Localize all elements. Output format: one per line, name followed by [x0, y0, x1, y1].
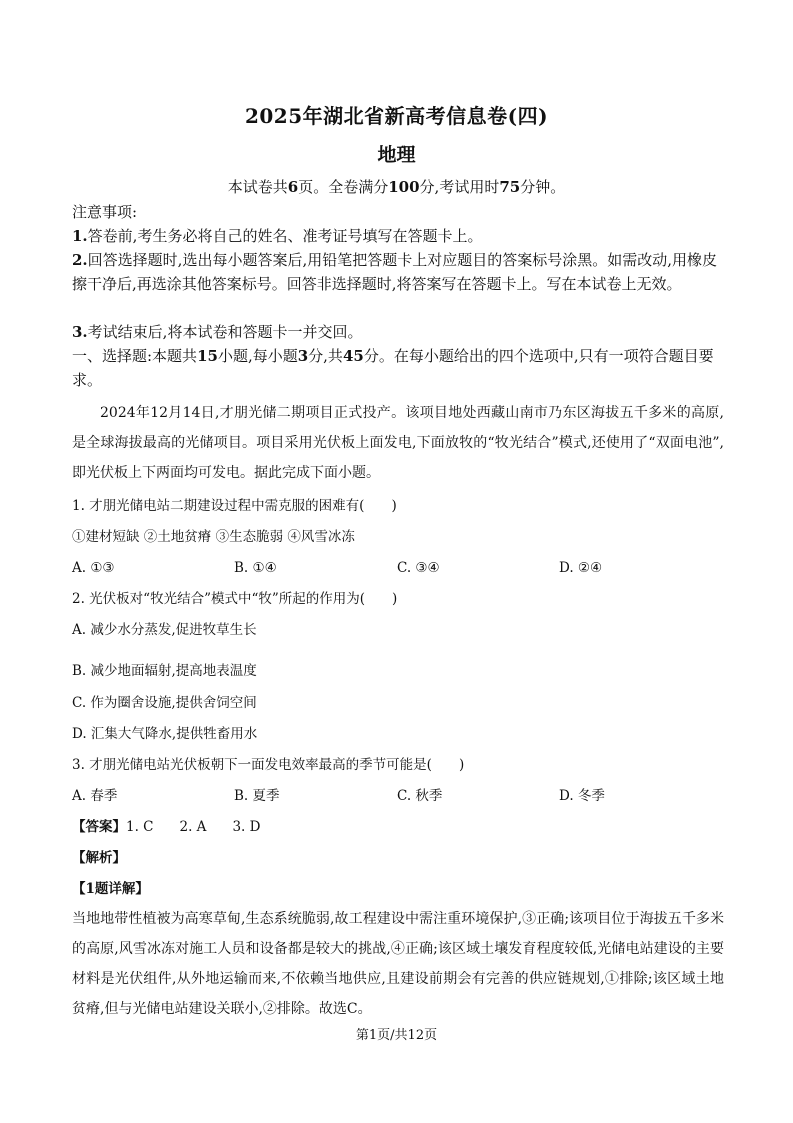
reading-passage: 2024年12月14日,才朋光储二期项目正式投产。该项目地处西藏山南市乃东区海拔五千多米的高原,是全球海拔最高的光储项目。项目采用光伏板上面发电,下面放牧的“牧光结合”模式,还使用了“双面电池”,即光伏板上下两面均可发电。据此完成下面小题。	[72, 405, 724, 481]
answer-item: 1. C	[126, 819, 154, 835]
notice-item-number: 3.	[72, 323, 88, 341]
exam-info-prefix: 本试卷共	[227, 178, 288, 196]
section-mid2: 分,共	[308, 347, 343, 365]
option-row	[72, 786, 724, 806]
exam-info-suffix: 分钟。	[520, 178, 566, 196]
section-prefix: 一、选择题:本题共	[72, 347, 198, 365]
section-suffix: 分。在每小题给出的四个选项中,只有一项符合题目要求。	[72, 347, 714, 389]
option-c: C. ③④	[397, 560, 440, 576]
answer-tag: 【答案】	[72, 819, 126, 835]
option-a: A. 春季	[72, 788, 118, 804]
question-stem: 1. 才朋光储电站二期建设过程中需克服的困难有( )	[72, 498, 397, 514]
section-mid1: 小题,每小题	[217, 347, 298, 365]
notice-item	[72, 248, 722, 296]
option-c: C. 作为圈舍设施,提供舍饲空间	[72, 695, 257, 711]
exam-info-pages: 6	[287, 178, 299, 196]
exam-info-mid1: 页。全卷满分	[298, 178, 389, 196]
question-extra: ①建材短缺 ②土地贫瘠 ③生态脆弱 ④风雪冰冻	[72, 529, 355, 545]
exam-info-mid2: 分,考试用时	[419, 178, 500, 196]
question-stem: 2. 光伏板对“牧光结合”模式中“牧”所起的作用为( )	[72, 591, 398, 607]
detail-title: 【1题详解】	[72, 881, 149, 897]
notice-item-number: 2.	[72, 251, 88, 269]
option-d: D. ②④	[559, 560, 603, 576]
answer-item: 3. D	[232, 819, 261, 835]
section-instruction	[72, 344, 722, 392]
option-d: D. 汇集大气降水,提供牲畜用水	[72, 726, 258, 742]
notice-item	[72, 320, 722, 344]
answer-item: 2. A	[179, 819, 207, 835]
page-footer: 第1页/共12页	[355, 1028, 438, 1043]
section-count: 15	[197, 347, 218, 365]
question-stem: 3. 才朋光储电站光伏板朝下一面发电效率最高的季节可能是( )	[72, 757, 465, 773]
analysis-label: 【解析】	[72, 850, 126, 866]
option-b: B. 减少地面辐射,提高地表温度	[72, 663, 257, 679]
option-a: A. ①③	[72, 560, 115, 576]
subject-title: 地理	[377, 144, 416, 166]
option-c: C. 秋季	[397, 788, 443, 804]
answer-row	[72, 817, 286, 837]
exam-title: 2025年湖北省新高考信息卷(四)	[244, 104, 549, 128]
notice-item-text: 答卷前,考生务必将自己的姓名、准考证号填写在答题卡上。	[87, 227, 483, 245]
notice-heading: 注意事项:	[72, 203, 138, 221]
section-each-score: 3	[297, 347, 309, 365]
exam-info	[0, 176, 793, 197]
option-b: B. ①④	[234, 560, 277, 576]
detail-body: 当地地带性植被为高寒草甸,生态系统脆弱,故工程建设中需注重环境保护,③正确;该项目位于海拔五千多米的高原,风雪冰冻对施工人员和设备都是较大的挑战,④正确;该区域土壤发育程度较低,光储电站建设的主要材料是光伏组件,从外地运输而来,不依赖当地供应,且建设前期会有完善的供应链规划,①排除;该区域土地贫瘠,但与光储电站建设关联小,②排除。故选C。	[72, 911, 724, 1017]
exam-info-score: 100	[388, 178, 420, 196]
section-total-score: 45	[342, 347, 364, 365]
option-a: A. 减少水分蒸发,促进牧草生长	[72, 622, 257, 638]
notice-item-text: 回答选择题时,选出每小题答案后,用铅笔把答题卡上对应题目的答案标号涂黑。如需改动,用橡皮擦干净后,再选涂其他答案标号。回答非选择题时,将答案写在答题卡上。写在本试卷上无效。	[72, 251, 717, 293]
option-row	[72, 558, 724, 578]
option-d: D. 冬季	[559, 788, 605, 804]
notice-item	[72, 224, 722, 248]
notice-item-text: 考试结束后,将本试卷和答题卡一并交回。	[87, 323, 363, 341]
option-b: B. 夏季	[234, 788, 280, 804]
notice-item-number: 1.	[72, 227, 88, 245]
exam-info-minutes: 75	[499, 178, 521, 196]
